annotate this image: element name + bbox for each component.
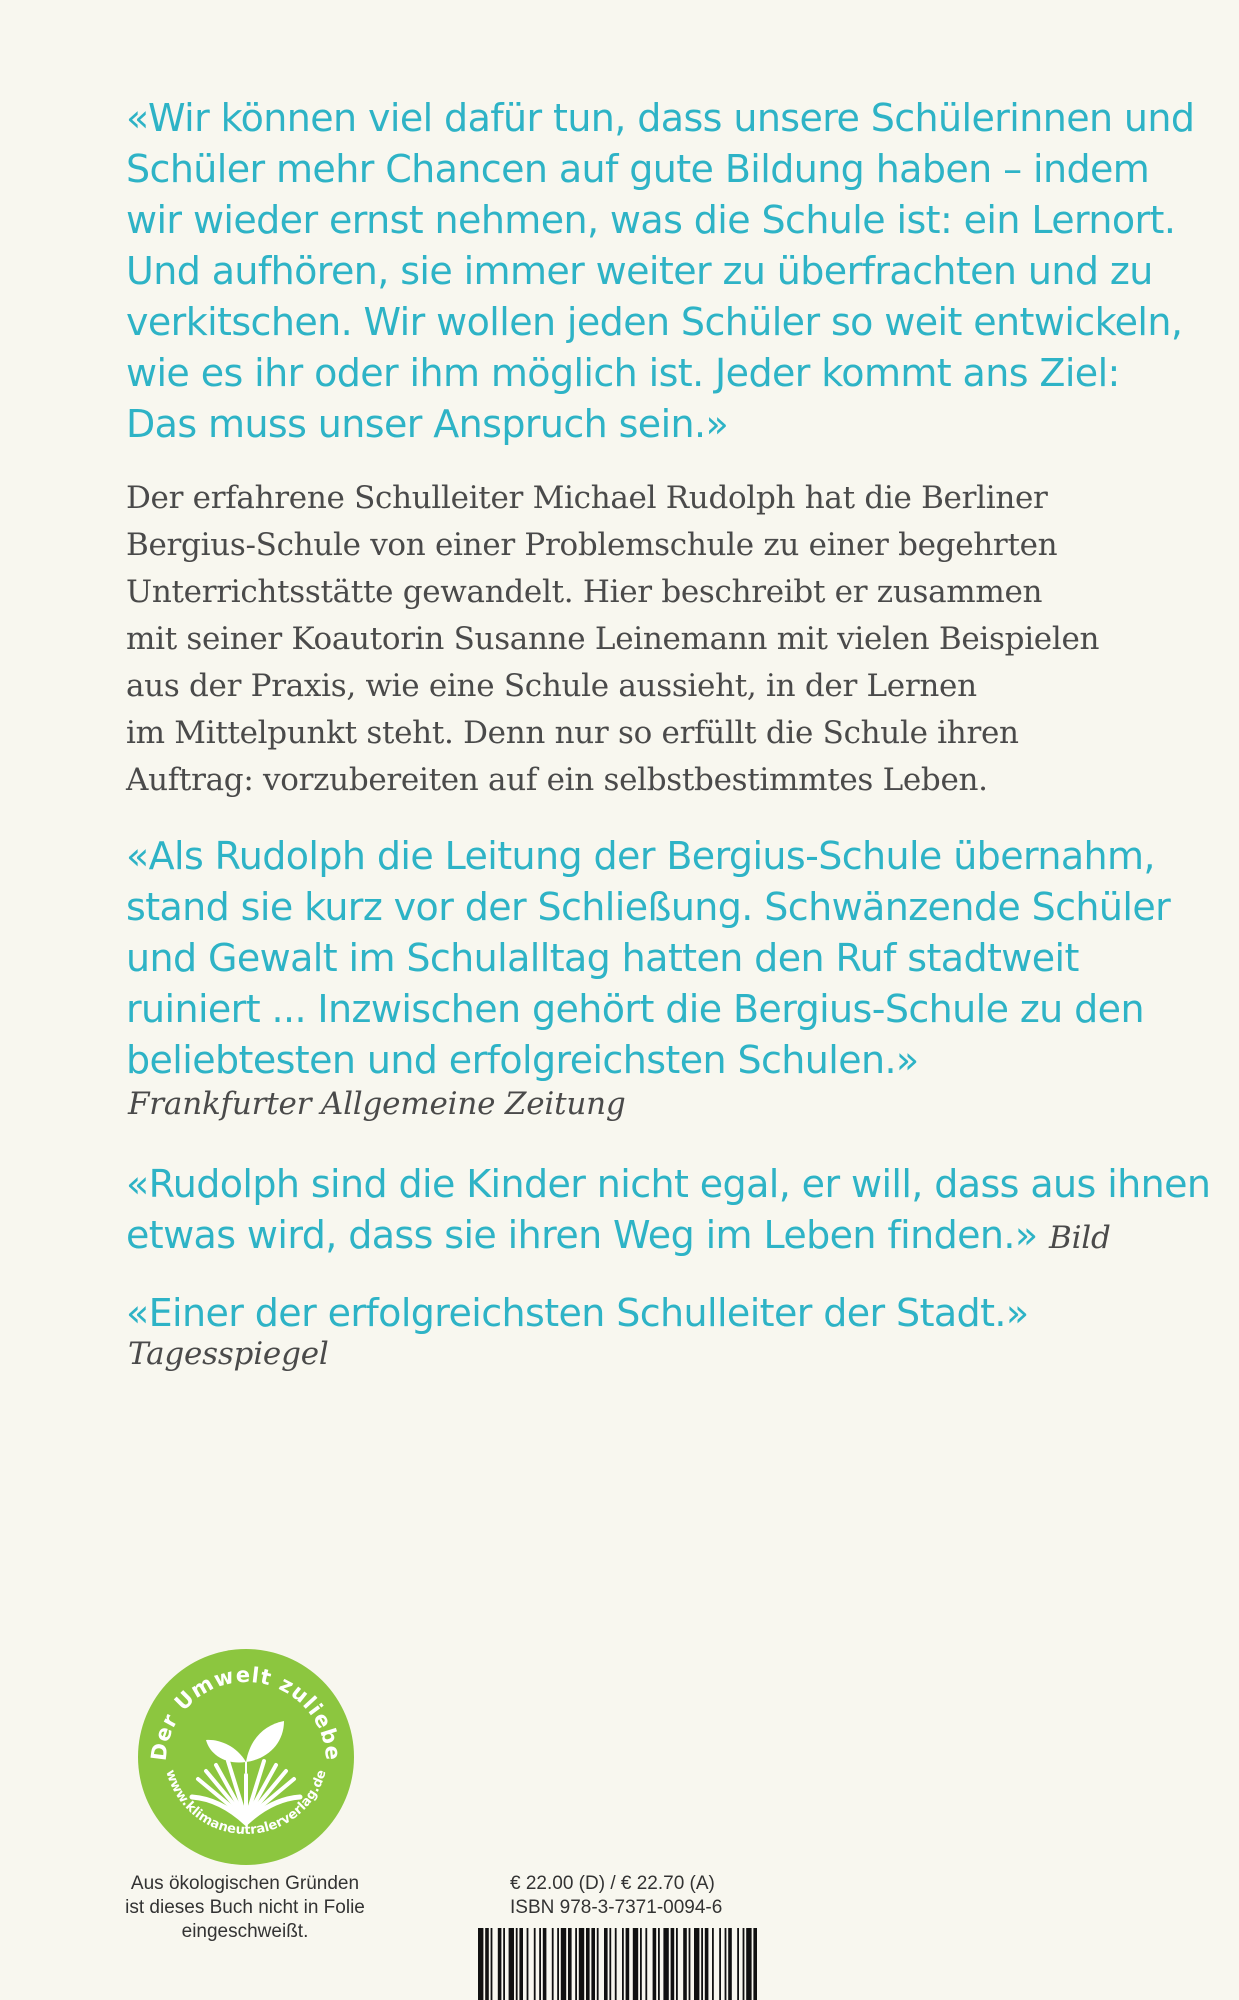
description-line: aus der Praxis, wie eine Schule aussieht, in der Lernen [126,668,977,704]
barcode-bar [498,1928,502,2000]
price: € 22.00 (D) / € 22.70 (A) [510,1873,715,1894]
main-quote-line: Das muss unser Anspruch sein.» [126,402,729,446]
barcode-bar [503,1928,505,2000]
review-line: stand sie kurz vor der Schließung. Schwänzende Schüler [126,885,1171,929]
barcode-bar [534,1928,536,2000]
eco-note-line: Aus ökologischen Gründen [130,1873,360,1894]
barcode-bar [543,1928,547,2000]
main-quote-line: wie es ihr oder ihm möglich ist. Jeder kommt ans Ziel: [126,351,1120,395]
barcode-bar [579,1928,584,2000]
barcode-bar [728,1928,732,2000]
barcode-bar [719,1928,721,2000]
barcode-bar [575,1928,577,2000]
barcode-bar [539,1928,541,2000]
review-bild-quote [126,1159,1211,1264]
barcode-bar [676,1928,678,2000]
review-line: ruiniert ... Inzwischen gehört die Bergius-Schule zu den [126,987,1144,1031]
description-line: Der erfahrene Schulleiter Michael Rudolph hat die Berliner [126,480,1048,516]
description-line: Bergius-Schule von einer Problemschule zu einer begehrten [126,527,1058,563]
description-line: im Mittelpunkt steht. Denn nur so erfüllt die Schule ihren [126,715,1019,751]
review-faz-source: Frankfurter Allgemeine Zeitung [128,1086,626,1122]
price-isbn-block [510,1872,722,1920]
barcode-bar [604,1928,608,2000]
barcode-bar [586,1928,590,2000]
review-line: «Als Rudolph die Leitung der Bergius-Schule übernahm, [126,834,1155,878]
isbn: ISBN 978-3-7371-0094-6 [510,1897,723,1918]
barcode-bar [509,1928,514,2000]
description-line: Unterrichtsstätte gewandelt. Hier beschreibt er zusammen [126,574,1043,610]
barcode-bar [519,1928,523,2000]
barcode-bar [725,1928,727,2000]
seal-bottom-text: www.klimaneutralerverlag.de [162,1768,330,1839]
barcode-bar [671,1928,675,2000]
barcode-bar [615,1928,617,2000]
barcode-bar [663,1928,668,2000]
barcode-bar [683,1928,687,2000]
seal-top-text: Der Umwelt zuliebe [146,1662,346,1763]
barcode-bar [640,1928,642,2000]
eco-note-line: eingeschweißt. [181,1921,309,1942]
main-quote-line: wir wieder ernst nehmen, was die Schule ist: ein Lernort. [126,198,1176,242]
review-line [126,1210,1126,1264]
barcode-bar [622,1928,624,2000]
barcode-bar [552,1928,554,2000]
description-line: mit seiner Koautorin Susanne Leinemann mit vielen Beispielen [126,621,1100,657]
main-quote-line: verkitschen. Wir wollen jeden Schüler so weit entwickeln, [126,300,1183,344]
barcode-bar [701,1928,703,2000]
barcode-bar [746,1928,751,2000]
barcode-bar [712,1928,714,2000]
eco-seal [136,1647,356,1867]
barcode-bar [491,1928,493,2000]
review-line: beliebtesten und erfolgreichsten Schulen.» [126,1038,919,1082]
eco-note-line: ist dieses Buch nicht in Folie [125,1897,365,1918]
barcode-bar [658,1928,660,2000]
barcode-bar [753,1928,757,2000]
barcode [474,1928,764,2000]
barcode-bar [516,1928,518,2000]
main-quote-line: Schüler mehr Chancen auf gute Bildung haben – indem [126,147,1150,191]
barcode-bar [597,1928,599,2000]
review-bild-source: Bild [1049,1220,1111,1256]
barcode-bar [591,1928,595,2000]
barcode-bar [485,1928,489,2000]
barcode-bar [478,1928,483,2000]
barcode-bar [527,1928,529,2000]
barcode-bar [557,1928,559,2000]
barcode-bar [609,1928,611,2000]
barcode-bar [568,1928,572,2000]
barcode-bar [689,1928,691,2000]
review-line-text: etwas wird, dass sie ihren Weg im Leben finden.» [126,1213,1038,1257]
review-line: «Einer der erfolgreichsten Schulleiter der Stadt.» [126,1291,1029,1335]
barcode-bar [653,1928,657,2000]
description-line: Auftrag: vorzubereiten auf ein selbstbestimmtes Leben. [126,762,988,798]
book-description [126,475,1126,804]
barcode-bar [694,1928,699,2000]
review-tagesspiegel-quote [126,1288,1126,1339]
barcode-bar [561,1928,566,2000]
main-quote [126,93,1195,450]
main-quote-line: «Wir können viel dafür tun, dass unsere Schülerinnen und [126,96,1195,140]
review-line: «Rudolph sind die Kinder nicht egal, er will, dass aus ihnen [126,1162,1211,1206]
review-faz-quote [126,831,1171,1086]
barcode-bar [633,1928,638,2000]
barcode-bar [626,1928,630,2000]
barcode-bar [705,1928,709,2000]
barcode-bar [737,1928,739,2000]
main-quote-line: Und aufhören, sie immer weiter zu überfrachten und zu [126,249,1153,293]
eco-note [110,1872,380,1944]
review-line: und Gewalt im Schulalltag hatten den Ruf stadtweit [126,936,1079,980]
review-tagesspiegel-source: Tagesspiegel [128,1336,329,1372]
barcode-bar [743,1928,745,2000]
barcode-bar [645,1928,647,2000]
